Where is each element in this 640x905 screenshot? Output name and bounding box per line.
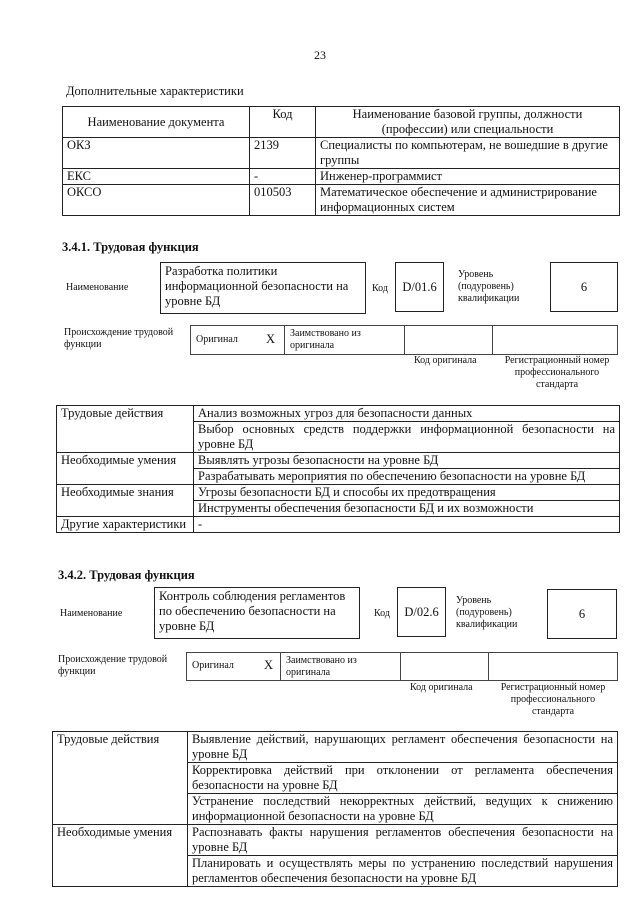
table-row xyxy=(57,453,620,469)
table-row xyxy=(63,138,620,169)
f2-code-label: Код xyxy=(374,608,390,619)
f2-level-label: Уровень (подуровень) квалификации xyxy=(456,595,518,630)
f2-code-orig-label: Код оригинала xyxy=(410,682,473,693)
f2-original-mark: X xyxy=(264,658,274,672)
f2-code-value: D/02.6 xyxy=(404,605,439,619)
f1-other-label: Другие характеристики xyxy=(57,517,194,533)
f1-borrowed-label: Заимствовано из оригинала xyxy=(290,328,361,351)
f1-original-mark: X xyxy=(266,332,276,346)
f2-name-box xyxy=(154,587,360,639)
f1-name-label: Наименование xyxy=(66,282,129,293)
table-row xyxy=(53,825,618,856)
f1-skills-label: Необходимые умения xyxy=(57,453,194,485)
f1-knowledge-item: Инструменты обеспечения безопасности БД и их возможности xyxy=(194,501,620,517)
table-row xyxy=(57,406,620,422)
divider xyxy=(400,652,401,680)
f2-origin-row xyxy=(186,652,618,681)
table-header-row xyxy=(63,107,620,138)
cell-code: - xyxy=(250,169,316,185)
f1-knowledge-label: Необходимые знания xyxy=(57,485,194,517)
function-2-heading: 3.4.2. Трудовая функция xyxy=(58,568,195,582)
f2-original-label: Оригинал xyxy=(192,660,234,671)
cell-doc: ЕКС xyxy=(63,169,250,185)
additional-heading: Дополнительные характеристики xyxy=(66,84,244,98)
table-row xyxy=(63,185,620,216)
f1-skill-item: Разрабатывать мероприятия по обеспечению безопасности на уровне БД xyxy=(194,469,620,485)
cell-name: Специалисты по компьютерам, не вошедшие в другие группы xyxy=(316,138,620,169)
cell-name: Инженер-программист xyxy=(316,169,620,185)
f1-other-value: - xyxy=(194,517,620,533)
f2-reg-label: Регистрационный номер профессионального стандарта xyxy=(500,682,606,717)
f1-original-label: Оригинал xyxy=(196,334,238,345)
f1-origin-label: Происхождение трудовой функции xyxy=(64,327,174,350)
table-row xyxy=(63,169,620,185)
f1-name-value: Разработка политики информационной безопасности на уровне БД xyxy=(165,264,349,308)
f1-name-box xyxy=(160,262,366,314)
divider xyxy=(284,325,285,354)
f1-level-box xyxy=(550,262,618,312)
function-2-table xyxy=(52,731,618,887)
f1-action-item: Анализ возможных угроз для безопасности данных xyxy=(194,406,620,422)
f1-action-item: Выбор основных средств поддержки информационной безопасности на уровне БД xyxy=(194,422,620,453)
f2-skills-label: Необходимые умения xyxy=(53,825,188,887)
divider xyxy=(280,652,281,680)
divider xyxy=(488,652,489,680)
f2-action-item: Устранение последствий некорректных действий, ведущих к снижению информационной безопасности на уровне БД xyxy=(188,794,618,825)
f2-origin-label: Происхождение трудовой функции xyxy=(58,654,168,677)
cell-doc: ОКСО xyxy=(63,185,250,216)
f2-name-value: Контроль соблюдения регламентов по обеспечению безопасности на уровне БД xyxy=(159,589,346,633)
cell-doc: ОКЗ xyxy=(63,138,250,169)
f1-reg-label: Регистрационный номер профессионального стандарта xyxy=(504,355,610,390)
f2-level-box xyxy=(547,589,617,639)
cell-name: Математическое обеспечение и администрирование информационных систем xyxy=(316,185,620,216)
cell-code: 2139 xyxy=(250,138,316,169)
f1-code-box xyxy=(395,262,444,312)
f1-code-orig-label: Код оригинала xyxy=(414,355,477,366)
f1-knowledge-item: Угрозы безопасности БД и способы их предотвращения xyxy=(194,485,620,501)
f1-code-label: Код xyxy=(372,283,388,294)
additional-characteristics-table xyxy=(62,106,620,216)
function-1-heading: 3.4.1. Трудовая функция xyxy=(62,240,199,254)
f2-actions-label: Трудовые действия xyxy=(53,732,188,825)
f1-level-label: Уровень (подуровень) квалификации xyxy=(458,269,520,304)
f2-level-value: 6 xyxy=(578,607,586,621)
table-row xyxy=(57,485,620,501)
f1-skill-item: Выявлять угрозы безопасности на уровне БД xyxy=(194,453,620,469)
header-doc-name: Наименование документа xyxy=(63,107,250,138)
f2-name-label: Наименование xyxy=(60,608,123,619)
f2-skill-item: Планировать и осуществлять меры по устранению последствий нарушения регламентов обеспечения безопасности на уровне БД xyxy=(188,856,618,887)
function-1-table xyxy=(56,405,620,533)
table-row xyxy=(53,732,618,763)
f1-level-value: 6 xyxy=(580,280,588,294)
header-group-name: Наименование базовой группы, должности (профессии) или специальности xyxy=(316,107,620,138)
f2-borrowed-label: Заимствовано из оригинала xyxy=(286,655,357,678)
f1-code-value: D/01.6 xyxy=(402,280,437,294)
cell-code: 010503 xyxy=(250,185,316,216)
f2-code-box xyxy=(397,587,446,637)
f1-actions-label: Трудовые действия xyxy=(57,406,194,453)
divider xyxy=(492,325,493,354)
f2-action-item: Выявление действий, нарушающих регламент обеспечения безопасности на уровне БД xyxy=(188,732,618,763)
divider xyxy=(404,325,405,354)
f2-action-item: Корректировка действий при отклонении от регламента обеспечения безопасности на уровне БД xyxy=(188,763,618,794)
f2-skill-item: Распознавать факты нарушения регламентов обеспечения безопасности на уровне БД xyxy=(188,825,618,856)
page-number: 23 xyxy=(314,48,326,62)
table-row xyxy=(57,517,620,533)
header-code: Код xyxy=(250,107,316,138)
